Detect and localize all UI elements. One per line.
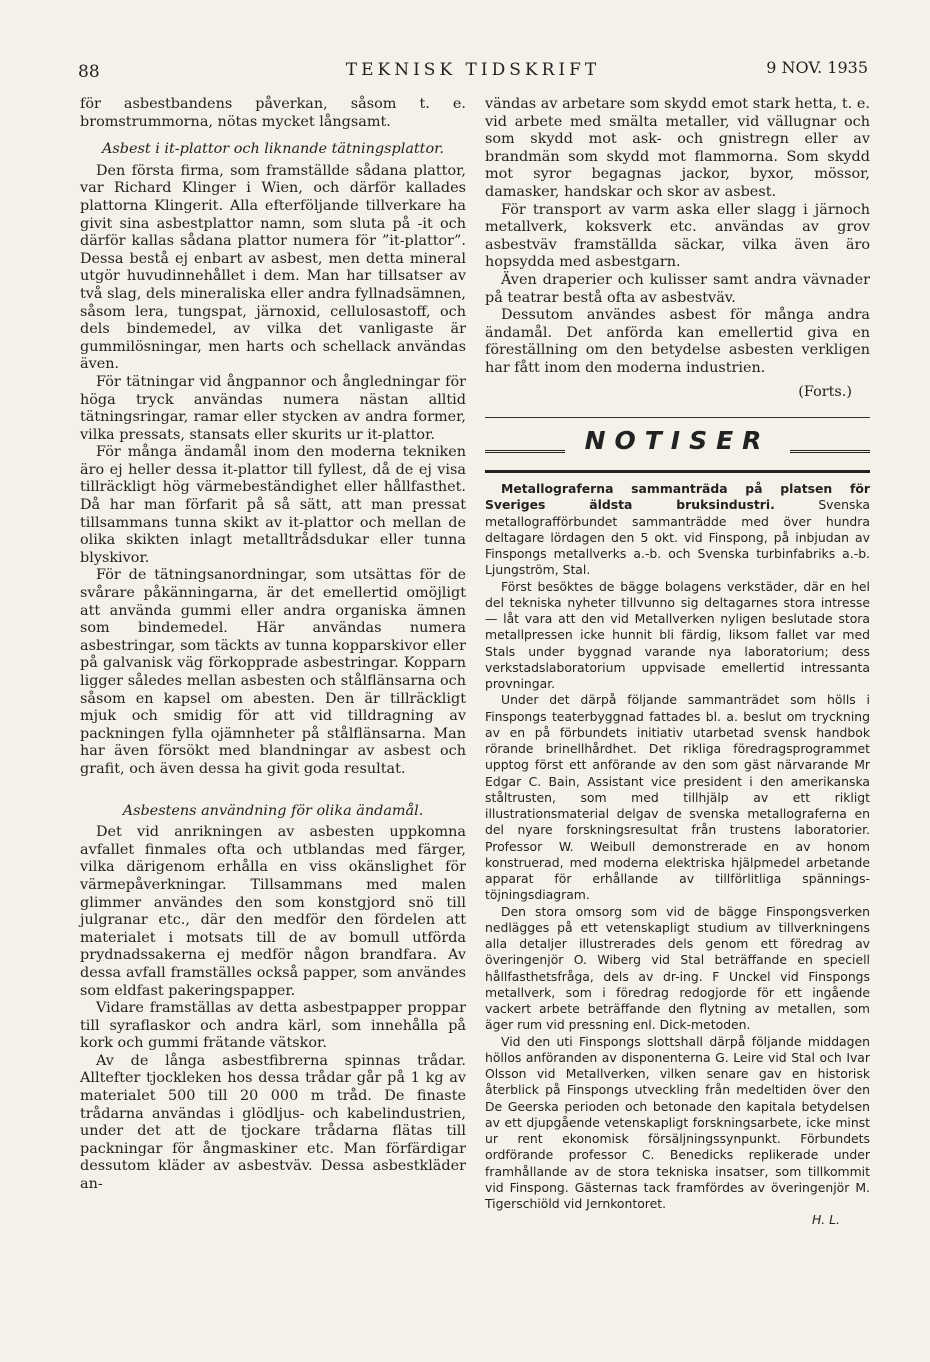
divider [485, 417, 870, 418]
notice-headline: Metallograferna sammanträda på platsen för Sveriges äldsta bruksindustri. [485, 481, 870, 513]
banner-rule-left [485, 450, 565, 453]
divider-thick [485, 470, 870, 473]
section-subheading: Asbest i it-plattor och liknande tätningsplattor. [101, 141, 445, 158]
section-subheading: Asbestens användning för olika ändamål. [122, 802, 424, 819]
issue-date: 9 NOV. 1935 [766, 58, 868, 77]
paragraph: Dessutom användes asbest för många andra ändamål. Det anförda kan emellertid giva en föreställning om den betydelse asbesten verkligen har fått inom den moderna industrien. [485, 307, 870, 376]
notiser-banner [485, 428, 870, 466]
page-header [78, 58, 868, 86]
paragraph: För många ändamål inom den moderna tekniken äro ej heller dessa it-plattor till fyllest, då de ej visa tillräckligt hög värmebeständighet eller hållfasthet. Då har man förfarit på så sätt, att man pressat tillsammans tunna skikt av it-plattor och mellan de olika skikten inlagt metalltrådsdukar eller tunna blyskivor. [80, 444, 466, 566]
paragraph: Vid den uti Finspongs slottshall därpå följande middagen höllos anföranden av disponenterna G. Leire vid Stal och Ivar Olsson vid Metallverken, vilken senare gav en historisk återblick på Finspongs utveckling från medeltiden över den De Geerska perioden och betonade den kapitala betydelsen av ett djupgående vetenskapligt forskningsarbete, icke minst ur rent ekonomisk försäljningssynpunkt. Förbundets ordförande professor C. Benedicks replikerade under framhållande av de stora tekniska insatser, som tillkommit vid Finspong. Gästernas tack framfördes av överingenjör M. Tigerschiöld vid Jernkontoret. [485, 1033, 870, 1212]
paragraph: för asbestbandens påverkan, såsom t. e. bromstrummorna, nötas mycket långsamt. [80, 96, 466, 130]
right-column [485, 96, 870, 1229]
paragraph: För tätningar vid ångpannor och ångledningar för höga tryck användas numera nästan alltid tätningsringar, ramar eller stycken av andra former, vilka pressats, stansats eller skurits ur it-plattor. [80, 373, 466, 443]
left-column [80, 96, 466, 1194]
paragraph: Vidare framställas av detta asbestpapper proppar till syraflaskor och andra kärl, som innehålla på kork och gummi frätande vätskor. [80, 1000, 466, 1052]
paragraph: Av de långa asbestfibrerna spinnas trådar. Alltefter tjockleken hos dessa trådar går på 1 kg av materialet 500 till 20 000 m tråd. De finaste trådarna användas i glödljus- och kabelindustrien, under det att de tjockare trådarna flätas till packningar för ångmaskiner etc. Man förfärdigar dessutom kläder av asbestväv. Dessa asbestkläder an- [80, 1052, 466, 1193]
paragraph: Det vid anrikningen av asbesten uppkomna avfallet finmales ofta och utblandas med färger, vilka därigenom erhålla en viss okänslighet för värmepåverkningar. Tillsammans med malen glimmer användes den som konstgjord snö till julgranar etc., där den medför den fördelen att materialet i motsats till de av bomull utförda prydnadssakerna ej medför någon brandfara. Av dessa avfall framställes också papper, som användes som eldfast pakeringspapper. [80, 824, 466, 999]
notice-lead-text: Svenska metallografförbundet sammanträdde med över hundra deltagare lördagen den 5 okt. vid Finspong, på inbjudan av Finspongs metallverks a.-b. och Svenska turbinfabriks a.-b. Ljungström, Stal. [485, 497, 870, 578]
journal-title: TEKNISK TIDSKRIFT [345, 60, 601, 80]
notice-lead-paragraph [485, 481, 870, 579]
paragraph: Även draperier och kulisser samt andra vävnader på teatrar bestå ofta av asbestväv. [485, 271, 870, 306]
author-signature: H. L. [811, 1212, 840, 1228]
paragraph: Den första firma, som framställde sådana plattor, var Richard Klinger i Wien, och därför kallades plattorna Klingerit. Alla efterföljande tillverkare ha givit sina asbestplattor namn, som sluta på -it och därför kallas sådana plattor numera för ”it-plattor”. Dessa bestå ej enbart av asbest, men detta mineral utgör huvudinnehållet i dem. Man har tillsatser av två slag, dels mineraliska eller andra fyllnadsämnen, såsom lera, tungspat, järnoxid, cellulosastoff, och dels bindemedel, av vilka det vanligaste är gummilösningar, men harts och schellack användas även. [80, 162, 466, 373]
paragraph: Först besöktes de bägge bolagens verkstäder, där en hel del tekniska nyheter tillvunno sig deltagarnes stora intresse — låt vara att den vid Metallverken nyligen beslutade stora metallpressen icke hunnit bli färdig, liksom fallet var med Stals under byggnad varande nya laboratorium; dess verkstadslaboratorium uppvisade emellertid intressanta provningar. [485, 578, 870, 692]
paragraph: För transport av varm aska eller slagg i järnoch metallverk, koksverk etc. användas av grov asbestväv framställda säckar, vilka även äro hopsydda med asbestgarn. [485, 201, 870, 271]
notice-article [485, 481, 870, 1229]
banner-rule-right [790, 450, 870, 453]
paragraph: Under det därpå följande sammanträdet som hölls i Finspongs teaterbyggnad fattades bl. a. beslut om tryckning av en på förbundets initiativ utarbetad svensk handbok rörande brinellhårdhet. Det rikliga föredragsprogrammet upptog först ett anförande av den som gäst närvarande Mr Edgar C. Bain, Assistant vice president i den amerikanska ståltrusten, som med tillhjälp av ett rikligt illustrationsmaterial delgav de svenska metallograferna en del nyare forskningsresultat från trustens laboratorier. Professor W. Weibull demonstrerade en av honom konstruerad, med moderna elektriska hjälpmedel arbetande apparat för erhållande av tillförlitliga spännings-töjningsdiagram. [485, 692, 870, 903]
paragraph: För de tätningsanordningar, som utsättas för de svårare påkänningarna, är det emellertid omöjligt att använda gummi eller andra organiska ämnen som bindemedel. Här användas numera asbestringar, som täckts av tunna kopparskivor eller på galvanisk väg förkopprade asbestringar. Kopparn ligger således mellan asbesten och stålflänsarna och såsom en kapsel om abesten. Den är tillräckligt mjuk och smidig för att vid tilldragning av packningen fylla ojämnheter på stålflänsarna. Man har även försökt med blandningar av asbest och grafit, och även dessa ha givit goda resultat. [80, 567, 466, 777]
paragraph: Den stora omsorg som vid de bägge Finspongsverken nedlägges på ett vetenskapligt studium av tillverkningens alla detaljer illustrerades dels genom ett föredrag av överingenjör O. Wiberg vid Stal beträffande en speciell hållfasthetsfråga, dels av dr-ing. F Unckel vid Finspongs metallverk, som i föredrag redogjorde för ett ingående vackert arbete beträffande den flytning av metallen, som äger rum vid pressning enl. Dick-metoden. [485, 903, 870, 1033]
paragraph: vändas av arbetare som skydd emot stark hetta, t. e. vid arbete med smälta metaller, vid vällugnar och som skydd mot ask- och gnistregn eller av brandmän som skydd mot flammorna. Som skydd mot syror begagnas jackor, byxor, mössor, damasker, handskar och skor av asbest. [485, 96, 870, 200]
section-title: NOTISER [584, 426, 771, 456]
continued-note: (Forts.) [798, 383, 852, 400]
page-number: 88 [78, 62, 100, 82]
